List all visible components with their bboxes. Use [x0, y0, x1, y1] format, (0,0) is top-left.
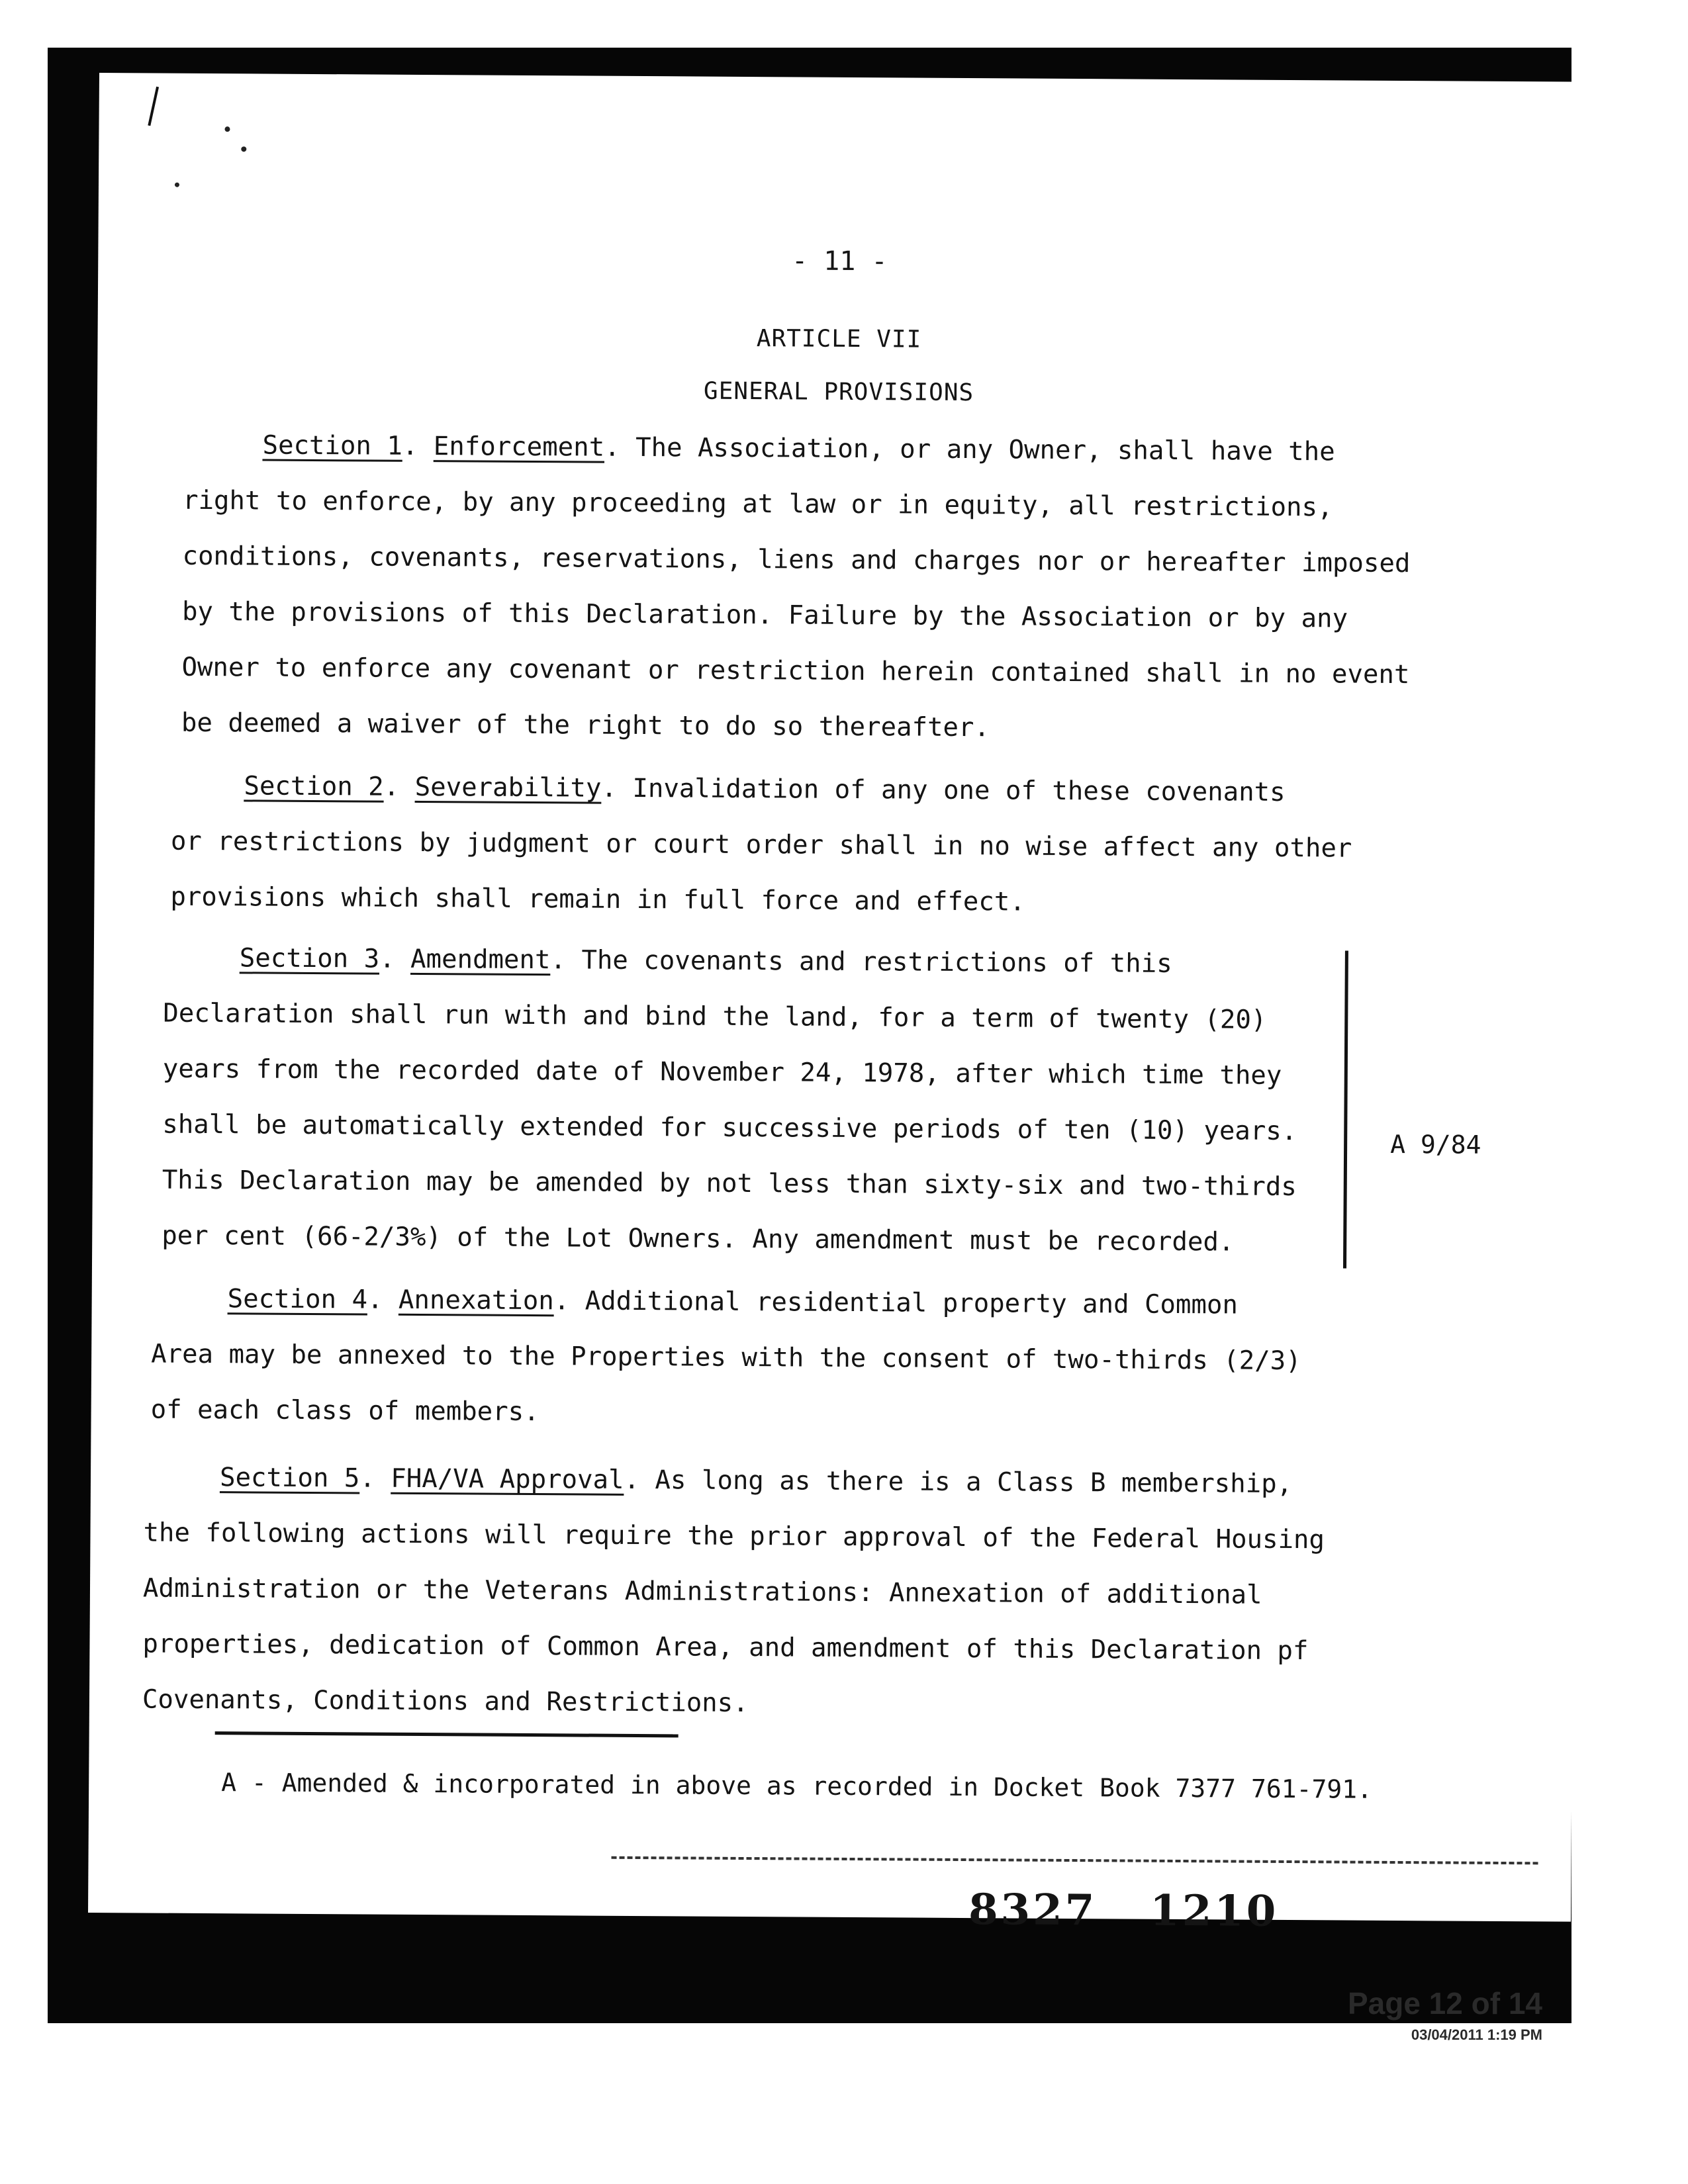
section-5-line-1: Section 5. FHA/VA Approval. As long as there is a Class B membership,	[219, 1463, 1293, 1500]
document-page	[88, 73, 1582, 1936]
recording-stamp	[968, 1885, 1279, 1936]
margin-note: A 9/84	[1390, 1129, 1481, 1160]
section-3-label: Section 3	[239, 943, 380, 974]
section-2	[170, 758, 1352, 933]
section-2-label: Section 2	[244, 771, 384, 802]
section-1-line: Owner to enforce any covenant or restriction herein contained shall in no event	[181, 652, 1410, 690]
section-1-line: by the provisions of this Declaration. Failure by the Association or by any	[181, 596, 1348, 634]
stamp-rule	[612, 1856, 1538, 1867]
section-5-label: Section 5	[219, 1463, 360, 1494]
stamp-book-number: 8327	[968, 1885, 1098, 1936]
section-4-line: Area may be annexed to the Properties with the consent of two-thirds (2/3)	[151, 1339, 1301, 1377]
section-3	[162, 931, 1322, 1271]
section-2-text: Invalidation of any one of these covenants	[632, 773, 1286, 807]
page-indicator: Page 12 of 14	[1347, 1986, 1542, 2021]
section-4-text: Additional residential property and Common	[585, 1286, 1239, 1320]
section-2-line: or restrictions by judgment or court order shall in no wise affect any other	[170, 826, 1352, 864]
section-4-title: Annexation	[398, 1285, 554, 1316]
section-2-line: provisions which shall remain in full force and effect.	[170, 882, 1025, 917]
section-1-line-1: Section 1. Enforcement. The Association, or any Owner, shall have the	[262, 430, 1335, 467]
section-4-line: of each class of members.	[150, 1394, 539, 1428]
section-5-line: properties, dedication of Common Area, and amendment of this Declaration pf	[142, 1629, 1309, 1666]
section-5	[142, 1449, 1325, 1735]
section-1-line: conditions, covenants, reservations, liens and charges nor or hereafter imposed	[182, 541, 1411, 579]
section-3-text: The covenants and restrictions of this	[581, 945, 1172, 979]
article-title: ARTICLE VII	[756, 325, 922, 353]
scan-speck	[175, 183, 179, 187]
article-subtitle: GENERAL PROVISIONS	[703, 377, 974, 407]
section-1-line: right to enforce, by any proceeding at law or in equity, all restrictions,	[182, 485, 1333, 523]
section-5-title: FHA/VA Approval	[391, 1463, 624, 1495]
revision-bar	[1343, 951, 1348, 1269]
scan-mark	[148, 87, 159, 126]
section-1-text: The Association, or any Owner, shall have the	[635, 432, 1335, 467]
section-5-text: As long as there is a Class B membership,	[655, 1465, 1293, 1500]
section-1	[181, 418, 1411, 758]
section-3-line: years from the recorded date of November 24, 1978, after which time they	[162, 1054, 1282, 1091]
section-2-title: Severability	[414, 772, 602, 803]
page-number: - 11 -	[791, 246, 888, 277]
section-1-label: Section 1	[262, 430, 403, 461]
section-5-line: Covenants, Conditions and Restrictions.	[142, 1684, 749, 1719]
section-2-line-1: Section 2. Severability. Invalidation of any one of these covenants	[244, 771, 1286, 807]
section-3-title: Amendment	[410, 944, 551, 976]
footnote-rule	[215, 1731, 679, 1737]
section-3-line: per cent (66-2/3%) of the Lot Owners. Any amendment must be recorded.	[162, 1220, 1235, 1257]
section-3-line: Declaration shall run with and bind the land, for a term of twenty (20)	[163, 998, 1267, 1035]
section-5-line: the following actions will require the prior approval of the Federal Housing	[143, 1518, 1325, 1555]
stamp-page-number: 1210	[1149, 1886, 1279, 1936]
print-timestamp: 03/04/2011 1:19 PM	[1411, 2026, 1542, 2043]
section-1-line: be deemed a waiver of the right to do so thereafter.	[181, 707, 990, 743]
section-3-line: This Declaration may be amended by not less than sixty-six and two-thirds	[162, 1165, 1297, 1203]
footnote: A - Amended & incorporated in above as recorded in Docket Book 7377 761-791.	[221, 1768, 1373, 1804]
section-1-title: Enforcement	[433, 432, 605, 463]
section-3-line-1: Section 3. Amendment. The covenants and restrictions of this	[239, 943, 1172, 979]
scan-speck	[224, 126, 230, 132]
scan-speck	[241, 146, 246, 152]
section-4	[150, 1271, 1310, 1445]
section-3-line: shall be automatically extended for successive periods of ten (10) years.	[162, 1109, 1297, 1147]
section-5-line: Administration or the Veterans Administrations: Annexation of additional	[142, 1573, 1262, 1610]
section-4-line-1: Section 4. Annexation. Additional residential property and Common	[227, 1284, 1239, 1320]
section-4-label: Section 4	[227, 1284, 368, 1315]
